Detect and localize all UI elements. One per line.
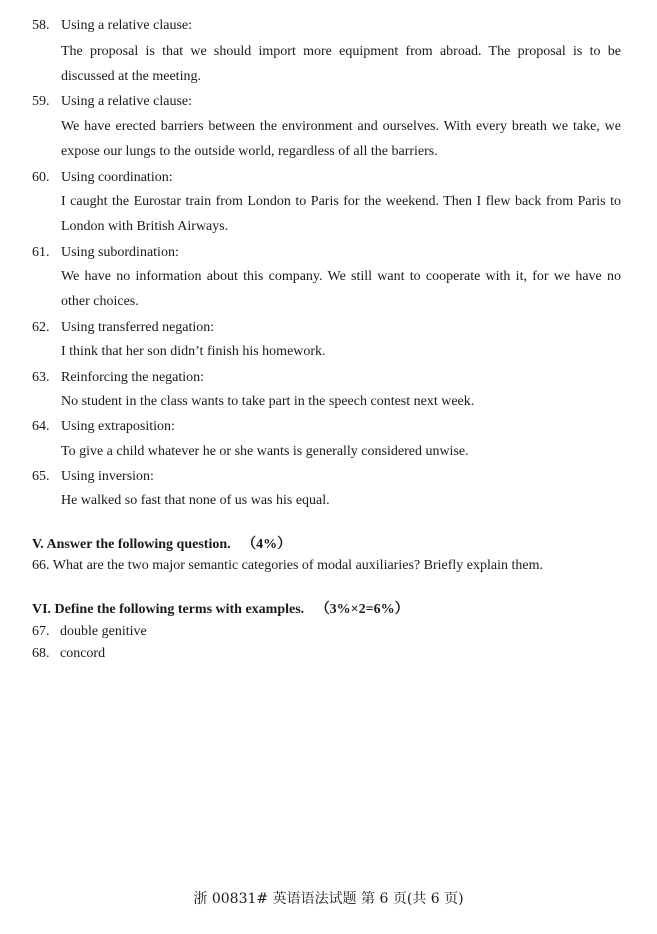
section-v-title: V. Answer the following question.: [32, 537, 231, 552]
term-number: 67.: [32, 624, 50, 639]
exercise-text: He walked so fast that none of us was his equal.: [61, 493, 330, 508]
exercise-text: We have no information about this company. We still want to cooperate with it, for we have no other choices.: [61, 269, 621, 309]
section-vi-title: VI. Define the following terms with examples.: [32, 602, 305, 617]
exercise-instruction: Using a relative clause:: [61, 18, 193, 33]
question-text: What are the two major semantic categories of modal auxiliaries? Briefly explain them.: [52, 558, 543, 573]
section-vi-heading: [32, 602, 409, 618]
exercise-number: 58.: [32, 18, 50, 33]
exercise-number: 64.: [32, 419, 50, 434]
section-v-heading: [32, 537, 291, 553]
exercise-number: 63.: [32, 370, 50, 385]
exercise-text: The proposal is that we should import more equipment from abroad. The proposal is to be discussed at the meeting.: [61, 44, 621, 84]
exercise-text: No student in the class wants to take part in the speech contest next week.: [61, 394, 475, 409]
section-v-points: （4%）: [242, 537, 292, 552]
exercise-text: I think that her son didn’t finish his homework.: [61, 344, 326, 359]
page-footer: 浙 00831# 英语语法试题 第 6 页(共 6 页): [193, 891, 464, 907]
question-number: 66.: [32, 558, 50, 573]
exercise-instruction: Using inversion:: [61, 469, 154, 484]
exercise-number: 65.: [32, 469, 50, 484]
exercise-number: 59.: [32, 94, 50, 109]
exercise-instruction: Using subordination:: [61, 245, 179, 260]
question-66: [32, 558, 543, 574]
exercise-instruction: Using extraposition:: [61, 419, 175, 434]
exercise-number: 60.: [32, 170, 50, 185]
exercise-text: I caught the Eurostar train from London to Paris for the weekend. Then I flew back from Paris to London with British Airways.: [61, 194, 621, 234]
exercise-number: 62.: [32, 320, 50, 335]
term-text: concord: [60, 646, 106, 661]
term-text: double genitive: [60, 624, 147, 639]
exercise-number: 61.: [32, 245, 50, 260]
exercise-text: We have erected barriers between the environment and ourselves. With every breath we take, we expose our lungs to the outside world, regardless of all the barriers.: [61, 119, 621, 159]
exercise-instruction: Using a relative clause:: [61, 94, 193, 109]
exercise-text: To give a child whatever he or she wants is generally considered unwise.: [61, 444, 469, 459]
exercise-instruction: Using transferred negation:: [61, 320, 215, 335]
term-number: 68.: [32, 646, 50, 661]
section-vi-points: （3%×2=6%）: [315, 602, 409, 617]
exercise-instruction: Using coordination:: [61, 170, 173, 185]
exercise-instruction: Reinforcing the negation:: [61, 370, 205, 385]
